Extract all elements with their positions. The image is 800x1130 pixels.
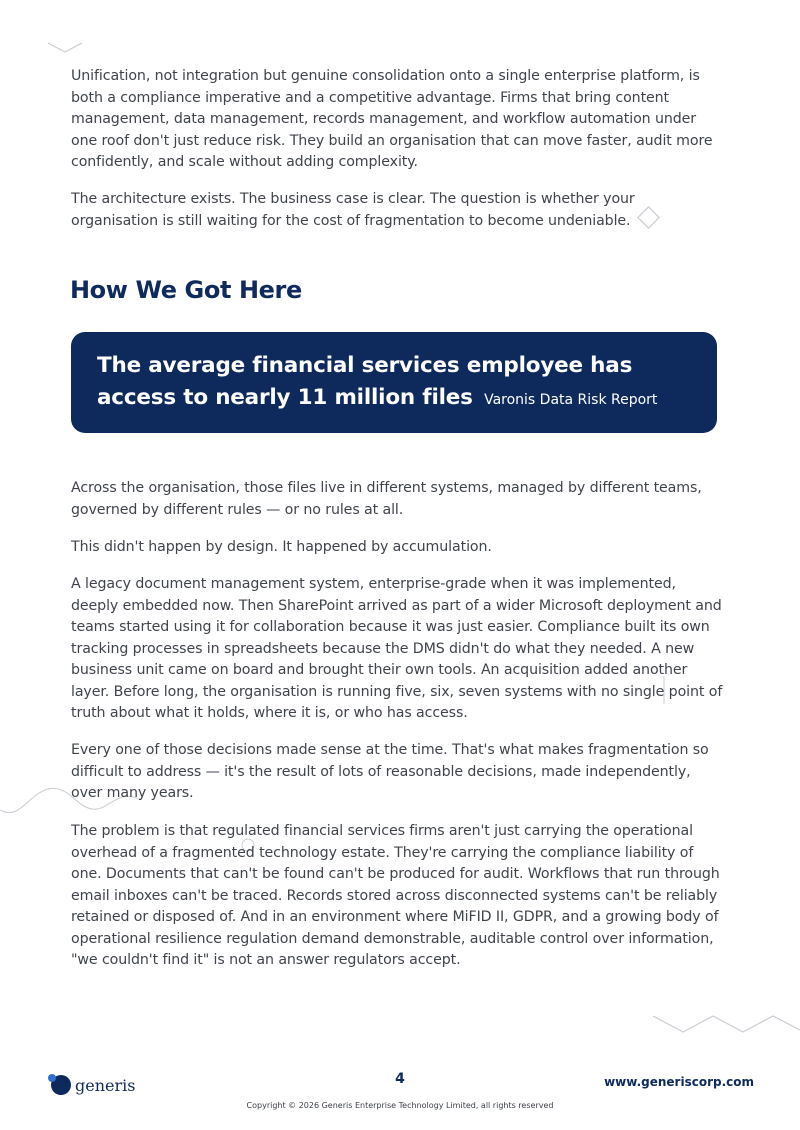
section-heading: How We Got Here <box>70 276 302 304</box>
body-paragraph-5: The problem is that regulated financial services firms aren't just carrying the operational overhead of a fragmented technology estate. They're carrying the compliance liability of one. Documents that can't be found can't be produced for audit. Workflows that run through email inboxes can't be traced. Records stored across disconnected systems can't be reliably retained or disposed of. And in an environment where MiFID II, GDPR, and a growing body of operational resilience regulation demand demonstrable, auditable control over information, "we couldn't find it" is not an answer regulators accept. <box>71 823 720 968</box>
website-link[interactable]: www.generiscorp.com <box>604 1075 754 1089</box>
body-paragraph-2: This didn't happen by design. It happened by accumulation. <box>71 539 492 555</box>
body-paragraph-4: Every one of those decisions made sense at the time. That's what makes fragmentation so difficult to address — it's the result of lots of reasonable decisions, made independently, over many years. <box>71 742 709 801</box>
copyright-notice: Copyright © 2026 Generis Enterprise Technology Limited, all rights reserved <box>246 1101 554 1110</box>
page-number: 4 <box>395 1071 405 1087</box>
logo-wordmark: generis <box>75 1075 136 1095</box>
body-paragraph-3: A legacy document management system, enterprise-grade when it was implemented, deeply embedded now. Then SharePoint arrived as part of a wider Microsoft deployment and teams started using it for collaboration because it was just easier. Compliance built its own tracking processes in spreadsheets because the DMS didn't do what they needed. A new business unit came on board and brought their own tools. An acquisition added another layer. Before long, the organisation is running five, six, seven systems with no single point of truth about what it holds, where it is, or who has access. <box>71 576 723 721</box>
statistic-callout <box>71 332 717 433</box>
intro-paragraph-1: Unification, not integration but genuine consolidation onto a single enterprise platform, is both a compliance imperative and a competitive advantage. Firms that bring content management, data management, records management, and workflow automation under one roof don't just reduce risk. They build an organisation that can move faster, audit more confidently, and scale without adding complexity. <box>71 68 713 170</box>
body-paragraph-1: Across the organisation, those files live in different systems, managed by different teams, governed by different rules — or no rules at all. <box>71 480 702 518</box>
callout-source: Varonis Data Risk Report <box>484 392 658 408</box>
generis-logo <box>46 1071 135 1097</box>
logo-mark-icon <box>46 1071 72 1097</box>
callout-text: The average financial services employee has access to nearly 11 million files <box>97 353 633 410</box>
intro-paragraph-2: The architecture exists. The business case is clear. The question is whether your organisation is still waiting for the cost of fragmentation to become undeniable. <box>71 191 635 229</box>
callout-statement <box>97 350 691 416</box>
